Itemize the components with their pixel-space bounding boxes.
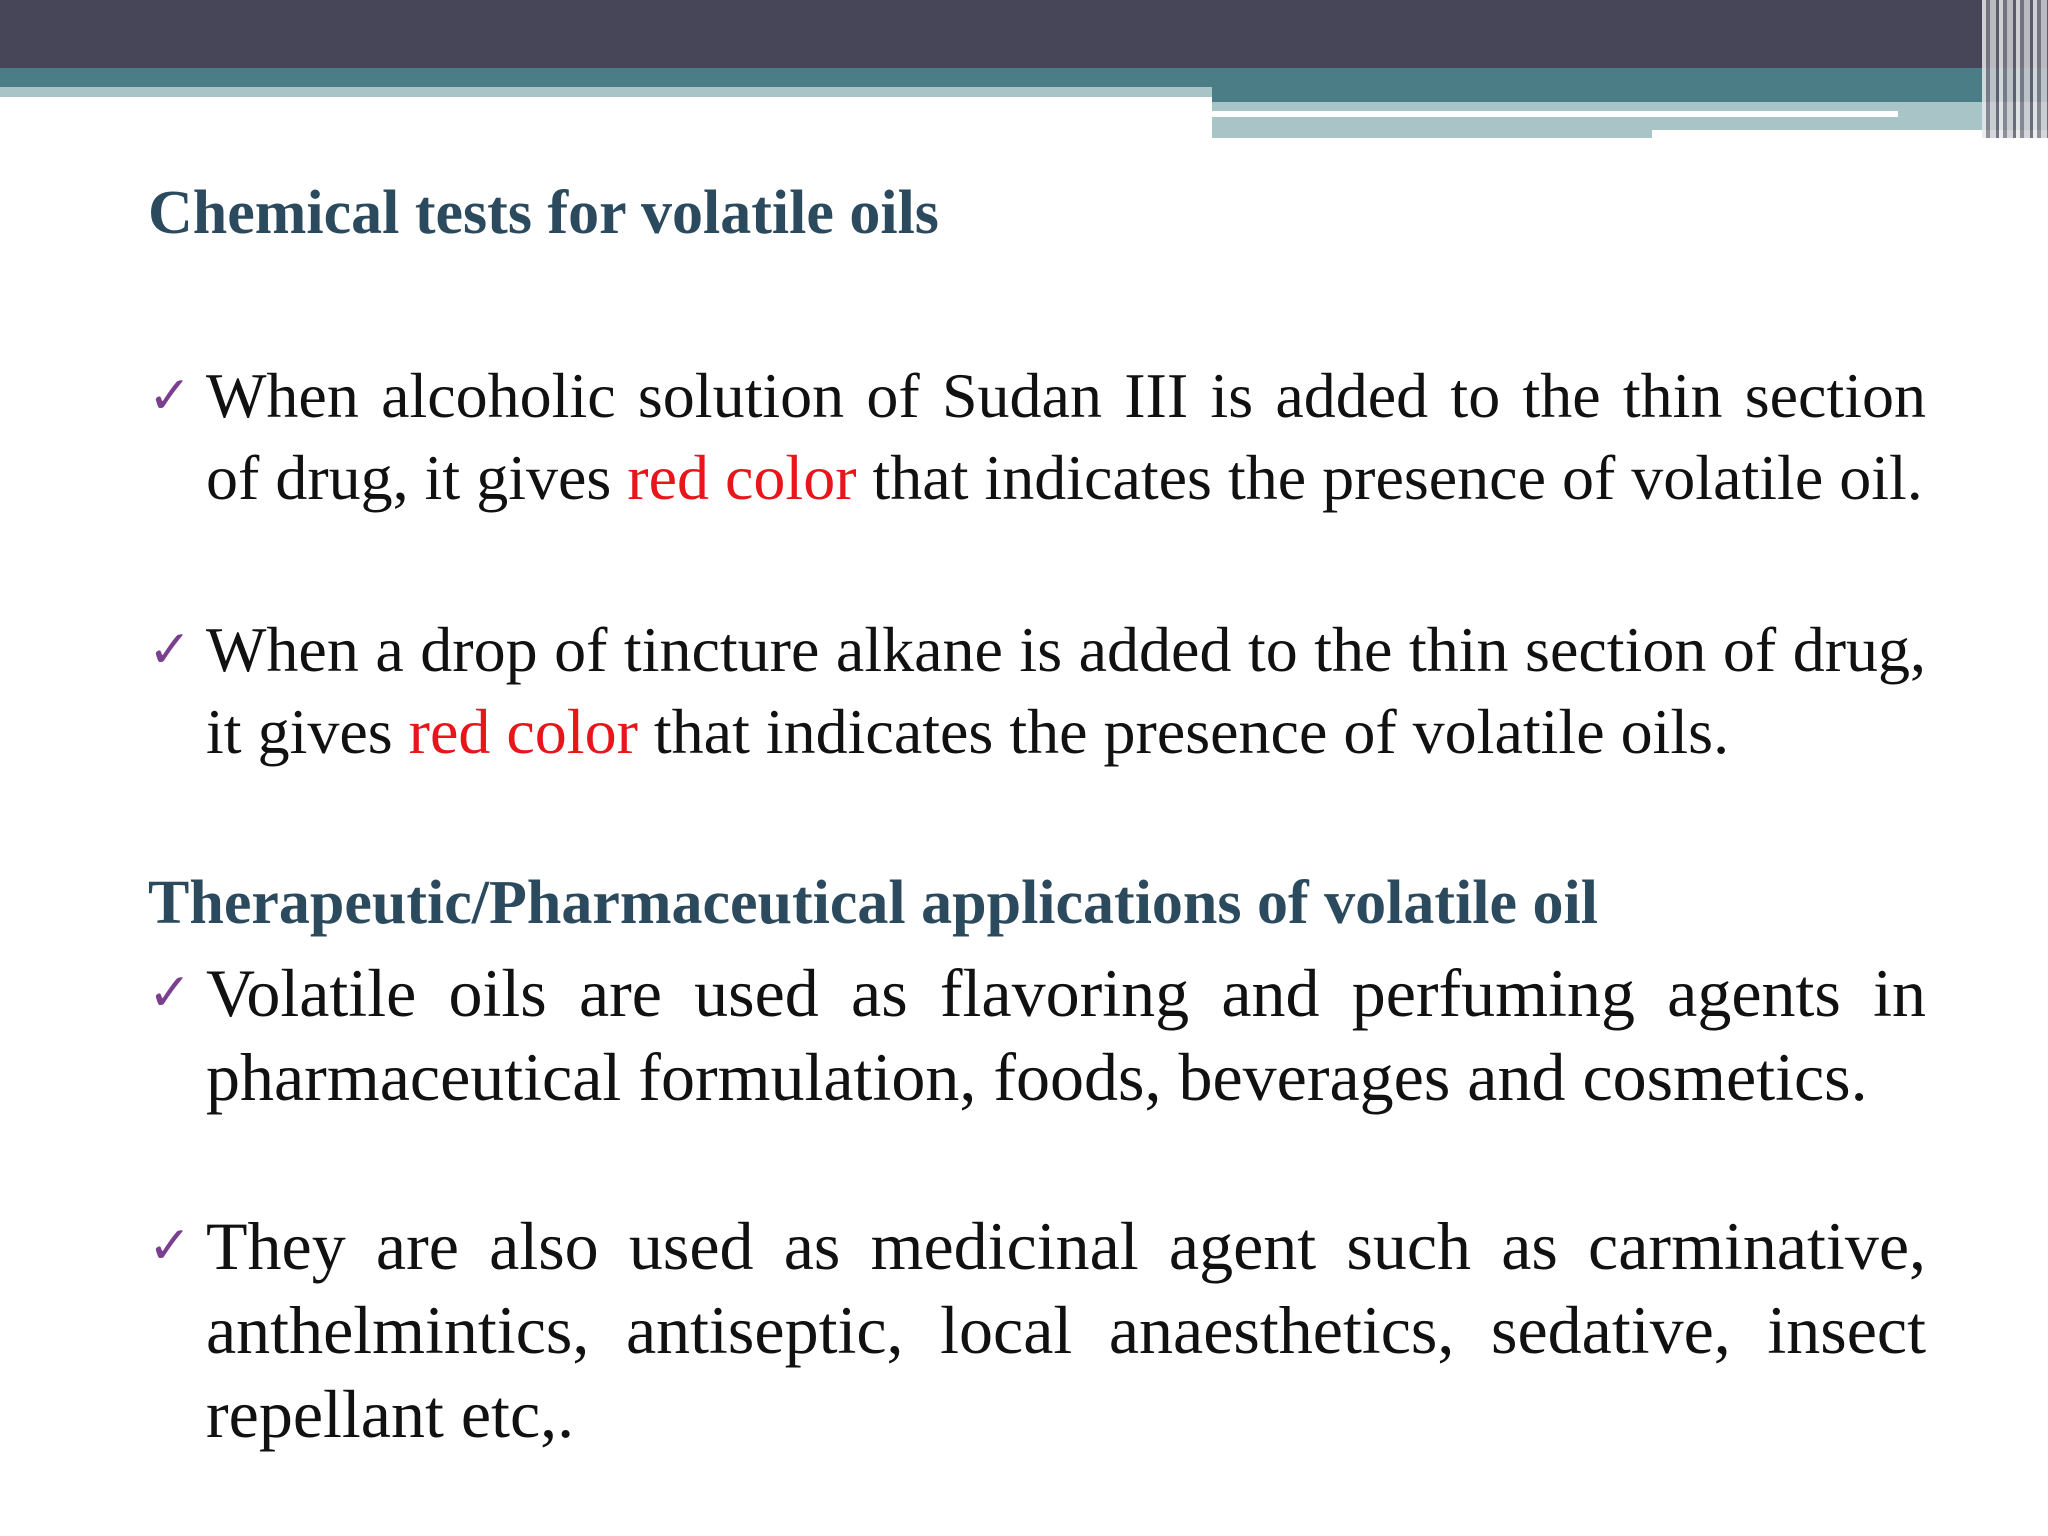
header-band-light-left	[0, 87, 1212, 97]
header-accent-line	[1212, 111, 1898, 117]
section-heading-applications: Therapeutic/Pharmaceutical applications of volatile oil	[148, 869, 1598, 937]
header-band-teal	[0, 68, 2048, 87]
header-edge-stripes	[1982, 0, 2048, 138]
header-band-dark	[0, 0, 2048, 68]
checkmark-icon: ✓	[148, 366, 192, 426]
checkmark-icon: ✓	[148, 1216, 192, 1276]
highlight-red-color: red color	[627, 442, 857, 513]
bullet-text-start: When a drop of tincture alkane is added to the thin section of drug, it gives	[206, 614, 1926, 767]
bullet-flavoring-use	[148, 951, 1926, 1119]
bullet-tincture-test	[148, 609, 1926, 773]
bullet-text	[206, 609, 1926, 773]
bullet-text-end: that indicates the presence of volatile oil.	[856, 442, 1923, 513]
bullet-text-start: When alcoholic solution of Sudan III is added to the thin section of drug, it gives	[206, 360, 1926, 513]
checkmark-icon: ✓	[148, 963, 192, 1023]
bullet-text: They are also used as medicinal agent such as carminative, anthelmintics, antiseptic, local anaesthetics, sedative, insect repellant etc,.	[206, 1208, 1926, 1452]
bullet-text	[206, 355, 1926, 519]
bullet-text: Volatile oils are used as flavoring and perfuming agents in pharmaceutical formulation, foods, beverages and cosmetics.	[206, 955, 1926, 1115]
bullet-text-end: that indicates the presence of volatile oils.	[637, 696, 1730, 767]
bullet-medicinal-use	[148, 1204, 1926, 1456]
header-band-teal-right	[1212, 87, 2048, 102]
section-heading-chemical-tests: Chemical tests for volatile oils	[148, 179, 939, 247]
highlight-red-color: red color	[408, 696, 638, 767]
checkmark-icon: ✓	[148, 620, 192, 680]
bullet-sudan-test	[148, 355, 1926, 519]
